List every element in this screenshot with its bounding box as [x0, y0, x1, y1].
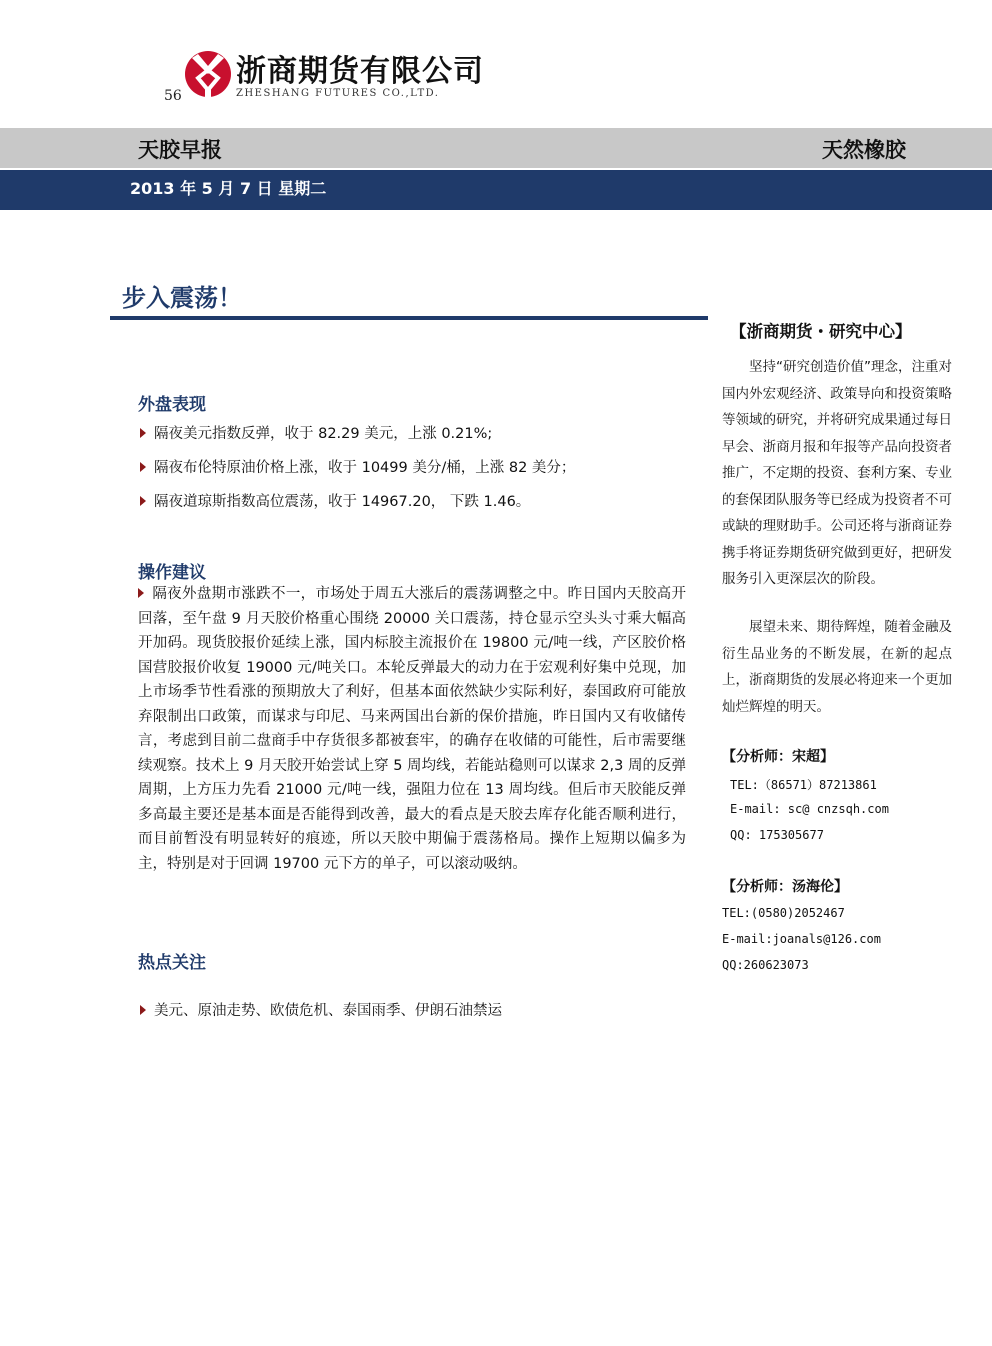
section-title-outer-market: 外盘表现 — [138, 395, 206, 415]
bullet-arrow-icon — [140, 496, 146, 506]
sidebar-paragraph: 坚持“研究创造价值”理念，注重对国内外宏观经济、政策导向和投资策略等领域的研究，并将研究成果通过每日早会、浙商月报和年报等产品向投资者推广，不定期的投资、套利方案、专业的套保团队服务等已经成为投资者不可或缺的理财助手。公司还将与浙商证券携手将证券期货研究做到更好，把研发服务引入更深层次的阶段。 — [722, 359, 952, 587]
report-name: 天胶早报 — [138, 138, 222, 162]
analyst-email[interactable]: E-mail: sc@ cnzsqh.com — [730, 802, 889, 816]
company-logo-icon — [184, 44, 232, 100]
headline-divider — [110, 316, 708, 320]
report-date: 2013 年 5 月 7 日 星期二 — [130, 179, 327, 198]
section-title-advice: 操作建议 — [138, 563, 206, 583]
sidebar-title: 【浙商期货・研究中心】 — [730, 322, 912, 341]
bullet-text: 美元、原油走势、欧债危机、泰国雨季、伊朗石油禁运 — [154, 1003, 502, 1019]
analyst-qq: QQ:260623073 — [722, 958, 809, 972]
bullet-text: 隔夜美元指数反弹，收于 82.29 美元，上涨 0.21%; — [154, 426, 493, 442]
company-name-en: ZHESHANG FUTURES CO.,LTD. — [236, 88, 440, 99]
company-name-cn: 浙商期货有限公司 — [236, 54, 484, 89]
page-number: 56 — [164, 88, 182, 104]
sidebar-paragraph: 展望未来、期待辉煌，随着金融及衍生品业务的不断发展，在新的起点上，浙商期货的发展必将迎来一个更加灿烂辉煌的明天。 — [722, 619, 952, 715]
bullet-arrow-icon — [140, 428, 146, 438]
list-item — [140, 490, 530, 511]
bullet-arrow-icon — [138, 588, 144, 598]
analyst-title: 【分析师：宋超】 — [722, 749, 834, 765]
analyst-tel: TEL:(0580)2052467 — [722, 906, 845, 920]
advice-text: 隔夜外盘期市涨跌不一，市场处于周五大涨后的震荡调整之中。昨日国内天胶高开回落，至午盘 9 月天胶价格重心围绕 20000 关口震荡，持仓显示空头头寸乘大幅高开加码。现货胶报价延续上涨，国内标胶主流报价在 19800 元/吨一线，产区胶价格国营胶报价收复 19000 元/吨关口。本轮反弹最大的动力在于宏观利好集中兑现，加上市场季节性看涨的预期放大了利好，但基本面依然缺少实际利好，泰国政府可能放弃限制出口政策，而谋求与印尼、马来两国出台新的保价措施，昨日国内又有收储传言，考虑到目前二盘商手中存货很多都被套牢，的确存在收储的可能性，后市需要继续观察。技术上 9 月天胶开始尝试上穿 5 周均线，若能站稳则可以谋求 2,3 周的反弹周期，上方压力先看 21000 元/吨一线，强阻力位在 13 周均线。但后市天胶能反弹多高最主要还是基本面是否能得到改善，最大的看点是天胶去库存化能否顺利进行，而目前暂没有明显转好的痕迹，所以天胶中期偏于震荡格局。操作上短期以偏多为主，特别是对于回调 19700 元下方的单子，可以滚动吸纳。 — [138, 586, 686, 872]
analyst-qq: QQ: 175305677 — [730, 828, 824, 842]
bullet-arrow-icon — [140, 1005, 146, 1015]
advice-paragraph — [138, 582, 686, 876]
list-item — [140, 422, 492, 443]
analyst-email[interactable]: E-mail:joanals@126.com — [722, 932, 881, 946]
bullet-text: 隔夜道琼斯指数高位震荡，收于 14967.20， 下跌 1.46。 — [154, 494, 531, 510]
section-title-hot-topics: 热点关注 — [138, 953, 206, 973]
analyst-title: 【分析师：汤海伦】 — [722, 879, 848, 895]
bullet-arrow-icon — [140, 462, 146, 472]
bullet-text: 隔夜布伦特原油价格上涨，收于 10499 美分/桶，上涨 82 美分； — [154, 460, 576, 476]
analyst-tel: TEL:（86571）87213861 — [730, 778, 877, 792]
report-category: 天然橡胶 — [822, 138, 906, 162]
headline: 步入震荡！ — [122, 284, 242, 312]
list-item — [140, 999, 502, 1020]
list-item — [140, 456, 575, 477]
